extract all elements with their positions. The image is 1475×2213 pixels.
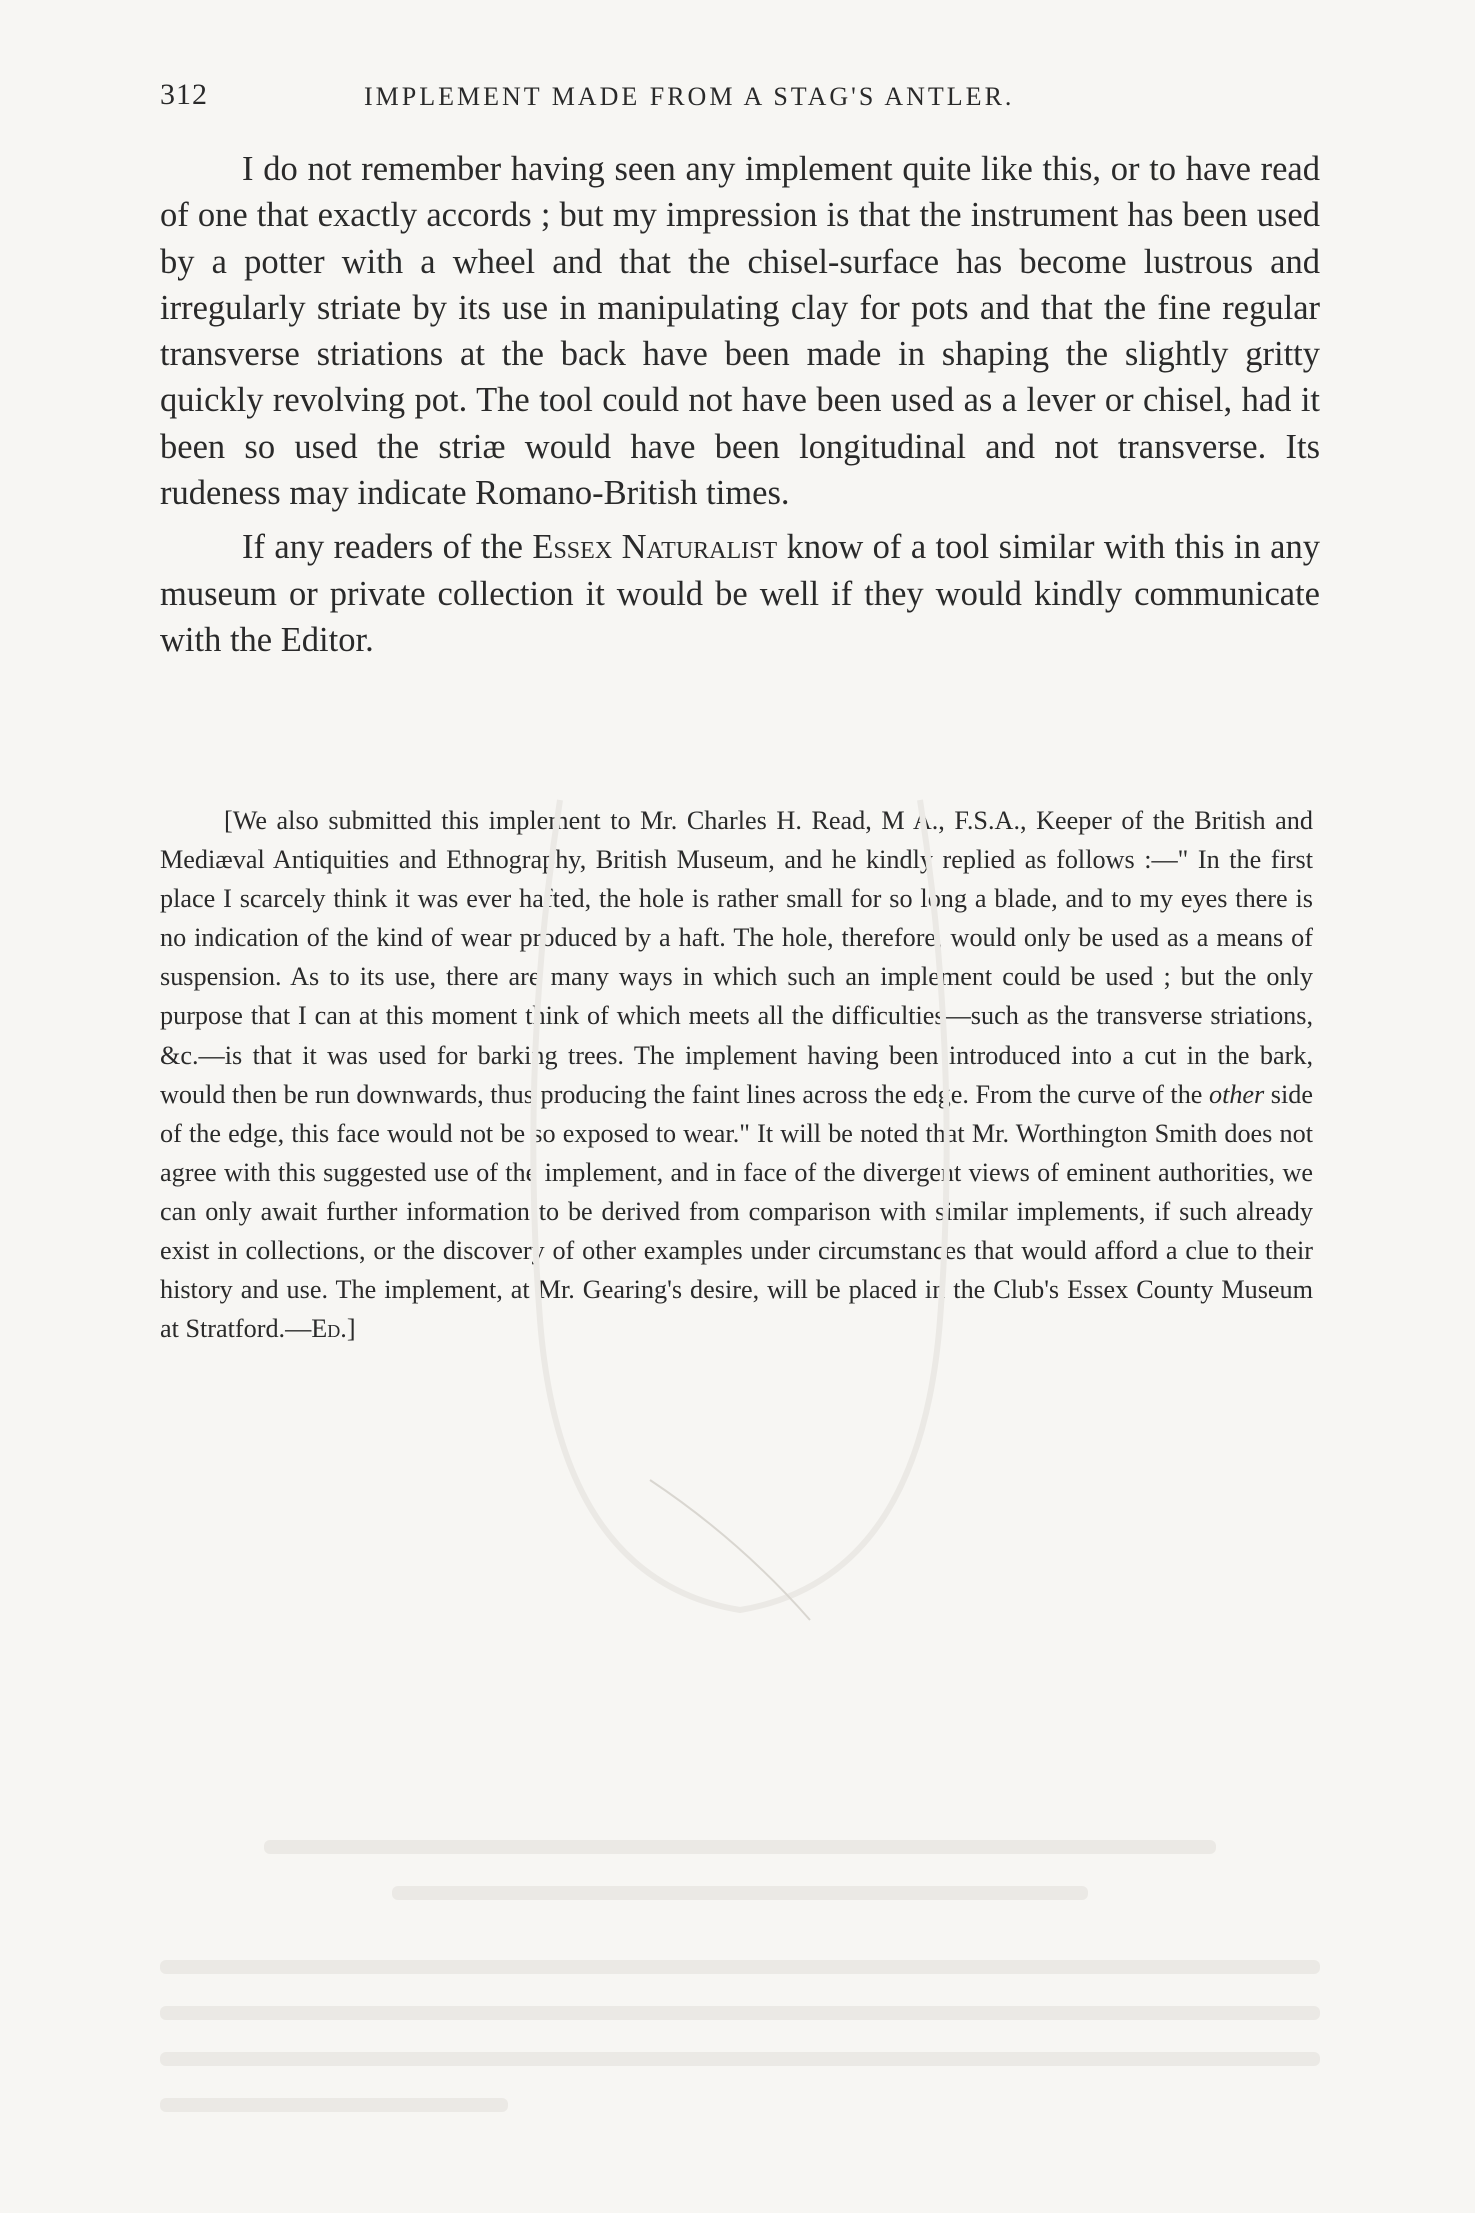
editor-note-text: [We also submitted this implement to Mr. Charles H. Read, M A., F.S.A., Keeper of the British and Mediæval Antiquities and Ethnography, British Museum, and he kindly replied as follows :—" In the first place I scarcely think it was ever hafted, the hole is rather small for so long a blade, and to my eyes there is no indication of the kind of wear produced by a haft. The hole, therefore, would only be used as a means of suspension. As to its use, there are many ways in which such an implement could be used ; but the only purpose that I can at this moment think of which meets all the difficulties—such as the transverse striations, &c.—is that it was used for barking trees. The implement having been introduced into a cut in the bark, would then be run downwards, thus producing the faint lines across the edge. From the curve of the (160, 806, 1313, 1109)
main-text (160, 146, 1320, 663)
editor-signature: Ed. (311, 1314, 347, 1344)
bleed-through-text (160, 1840, 1320, 2144)
page-number: 312 (160, 78, 208, 111)
journal-title: Essex Naturalist (532, 528, 778, 567)
paragraph-text: know of a tool similar with this in any museum or private collection it would be well if they would kindly communicate with the Editor. (160, 528, 1320, 659)
page-header (160, 78, 1340, 118)
editor-note-text: side of the edge, this face would not be so exposed to wear." It will be noted that Mr. Worthington Smith does not agree with this suggested use of the implement, and in face of the divergent views of eminent authorities, we can only await further information to be derived from comparison with similar implements, if such already exist in collections, or the discovery of other examples under circumstances that would afford a clue to their history and use. The implement, at Mr. Gearing's desire, will be placed in the Club's Essex County Museum at Stratford.— (160, 1079, 1313, 1344)
paragraph-text: If any readers of the (242, 528, 533, 567)
bracket-close: ] (346, 1314, 356, 1344)
paragraph (160, 524, 1320, 663)
paragraph: I do not remember having seen any implement quite like this, or to have read of one that exactly accords ; but my impression is that the instrument has been used by a potter with a wheel and that the chisel-surface has become lustrous and irregularly striate by its use in manipulating clay for pots and that the fine regular transverse striations at the back have been made in shaping the slightly gritty quickly revolving pot. The tool could not have been used as a lever or chisel, had it been so used the striæ would have been longitudinal and not transverse. Its rudeness may indicate Romano-British times. (160, 150, 1320, 513)
emphasis: other (1208, 1079, 1265, 1109)
running-title: IMPLEMENT MADE FROM A STAG'S ANTLER. (364, 82, 1015, 111)
editor-note (160, 801, 1313, 1348)
